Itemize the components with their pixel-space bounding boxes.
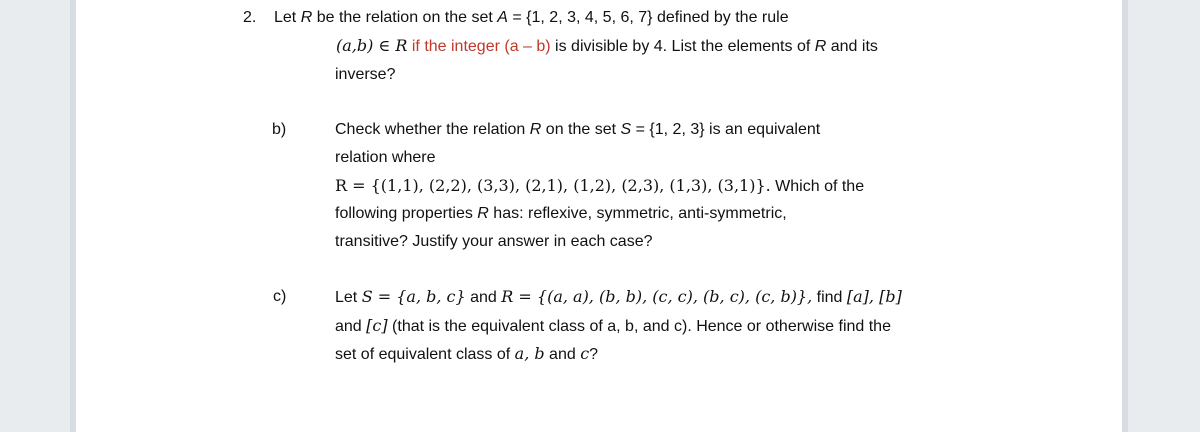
part-c-text: and [335,318,367,335]
part-b-text: following properties [335,205,478,222]
header-mid: be the relation on the set [312,9,498,26]
part-c-relation-math: R = {(a, a), (b, b), (c, c), (b, c), (c, b)}, [501,287,813,306]
question-2-header [274,8,789,28]
part-b-var-s: S [620,121,632,138]
part-b-text: on the set [541,121,621,138]
question-2-rule [336,36,878,57]
question-number: 2. [243,9,257,26]
part-b-text: Which of the [770,178,865,195]
header-set: = {1, 2, 3, 4, 5, 6, 7} defined by the rule [507,9,789,26]
part-b-marker: b) [272,121,287,138]
rule-red-text: if the integer (a – b) [407,38,551,55]
part-c-set-math: S = {a, b, c} [361,287,466,306]
part-c-class-math: [a], [b] [846,287,902,306]
part-b-relation-math: R = {(1,1), (2,2), (3,3), (2,1), (1,2), (2,3), (1,3), (3,1)}. [335,176,771,195]
part-b-line-1 [335,120,820,140]
part-c-line-3 [335,344,598,365]
part-c-text: set of equivalent class of [335,346,515,363]
part-b-text: = {1, 2, 3} is an equivalent [631,121,821,138]
part-c-line-2 [335,316,891,337]
part-c-text: and [465,289,502,306]
part-b-var-r: R [477,205,489,222]
question-2-inverse: inverse? [335,66,396,83]
part-b-text: Check whether the relation [335,121,530,138]
part-c-var-math: c [580,344,590,363]
header-prefix: Let [274,9,301,26]
header-var-r: R [300,9,313,26]
rule-math: (a,b) ∈ R [336,36,408,55]
part-c-line-1 [335,287,902,308]
part-b-var-r: R [529,121,542,138]
part-b-line-3 [335,176,864,197]
part-c-class-math: [c] [366,316,388,335]
part-b-line-5: transitive? Justify your answer in each case? [335,233,653,250]
part-b-text: has: reflexive, symmetric, anti-symmetric, [488,205,787,222]
header-var-a: A [497,9,508,26]
rule-var-r: R [814,38,827,55]
part-c-text: Let [335,289,362,306]
rule-rest: is divisible by 4. List the elements of [550,38,815,55]
part-c-marker: c) [273,288,287,305]
part-c-text: (that is the equivalent class of a, b, and c). Hence or otherwise find the [387,318,891,335]
part-c-text: and [544,346,581,363]
part-c-var-math: a, b [514,344,545,363]
part-b-line-4 [335,204,787,224]
page-right-border [1122,0,1128,432]
part-b-line-2: relation where [335,149,436,166]
document-page [76,0,1122,432]
part-c-text: ? [589,346,599,363]
part-c-text: find [812,289,847,306]
rule-end: and its [826,38,878,55]
